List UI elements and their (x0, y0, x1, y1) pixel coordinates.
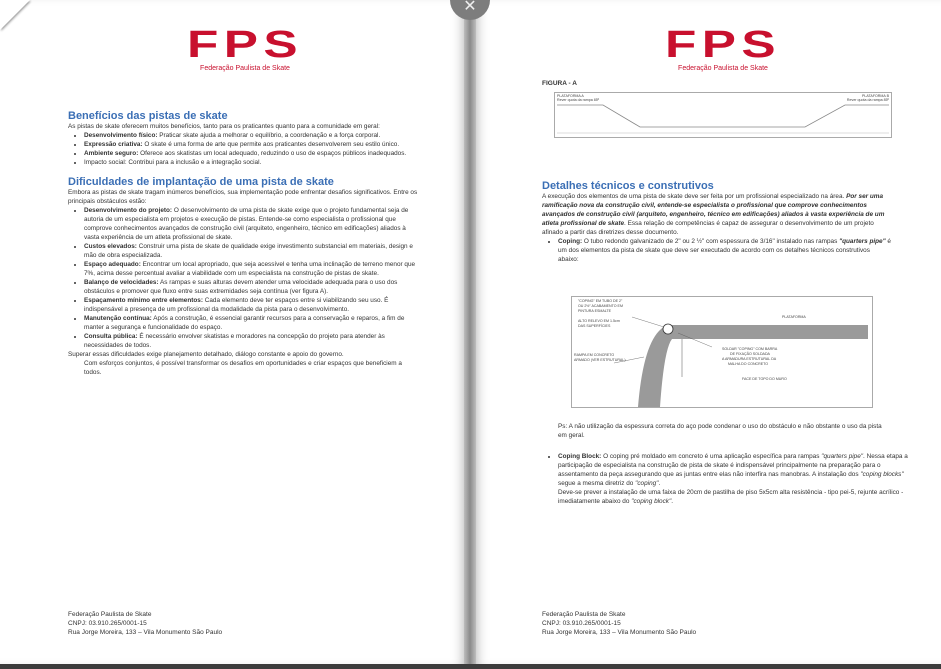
list-item: • Desenvolvimento do projeto: O desenvolvimento de uma pista de skate exige que o projeto fundamental seja de autoria de um especialista em projetos e execução de pistas. Entende-se como especialista o profissional que comprove conhecimentos avançados de construção civil (arquiteto, engenheiro, técnico em edificações) aliados à vasta experiência de um atleta profissional de skate. (84, 206, 418, 242)
detail-label: OU 2½" ACABAMENTO EM (578, 304, 623, 308)
viewer-bottom-bar (0, 664, 941, 669)
logo-subtitle: Federação Paulista de Skate (678, 65, 768, 72)
list-item: • Espaçamento mínimo entre elementos: Cada elemento deve ter espaços entre si viabilizando seu uso. É indispensável a presença de um profissional da modalidade da pista para o desenvolvimento. (84, 296, 418, 314)
detail-label: FACE DE TOPO DO MURO (742, 377, 787, 381)
detail-label: DE FIXAÇÃO SOLDADA (730, 352, 770, 356)
ramp-profile-drawing (555, 93, 891, 137)
detail-label: ALTO RELEVO EM 1.5cm (578, 319, 620, 323)
logo-mark: FPS (187, 24, 303, 66)
left-page (0, 0, 464, 664)
detail-label: PLATAFORMA (782, 315, 806, 319)
section-title-technical: Detalhes técnicos e construtivos (542, 180, 714, 192)
close-icon: ✕ (463, 0, 477, 15)
list-item: • Desenvolvimento físico: Praticar skate ajuda a melhorar o equilíbrio, a coordenação e a força corporal. (84, 131, 418, 140)
detail-label: PINTURA ESMALTE (578, 309, 612, 313)
figure-note-left: PLATAFORMA A (557, 94, 584, 98)
figure-a-label: FIGURA - A (542, 80, 577, 87)
benefits-list (68, 131, 418, 167)
list-item: • Coping Block: O coping pré moldado em concreto é uma aplicação específica para rampas "quarters pipe". Nessa etapa a participação de especialista na construção de pista de skate é indispensável principalmente na preparação para o assentamento da peça assegurando que as juntas entre elas não interfira nas manobras. A instalação dos "coping blocks" segue a mesma diretriz do "coping". Deve-se prever a instalação de uma faixa de 20cm de pastilha de piso 5x5cm alta resistência - tipo pei-5, rejunte acrílico - imediatamente abaixo do "coping block". (558, 452, 908, 506)
right-footer (542, 610, 696, 637)
figure-note-right-2: Rever quota da rampa 85º (846, 98, 889, 102)
closing-line-2: Com esforços conjuntos, é possível transformar os desafios em oportunidades e criar espaços que beneficiem a todos. (84, 360, 402, 376)
page-gutter (464, 0, 476, 664)
logo-subtitle: Federação Paulista de Skate (200, 65, 290, 72)
page-curl-icon[interactable] (0, 0, 30, 30)
list-item: • Espaço adequado: Encontrar um local apropriado, que seja acessível e tenha uma inclinação de terreno menor que 7%, acima desse percentual avaliar a viabilidade com um especialista na construção de pistas de skate. (84, 260, 418, 278)
detail-label: A ARMADURA ESTRUTURAL DA (722, 357, 777, 361)
fps-logo (648, 26, 798, 72)
footer-org: Federação Paulista de Skate (542, 611, 626, 618)
figure-a-diagram (554, 92, 892, 138)
logo-mark: FPS (665, 24, 781, 66)
detail-label: MALHA DO CONCRETO (728, 362, 769, 366)
section-title-difficulties: Dificuldades de implantação de uma pista de skate (68, 176, 334, 188)
list-item: • Expressão criativa: O skate é uma forma de arte que permite aos praticantes desenvolverem seu estilo único. (84, 140, 418, 149)
detail-label: DAS SUPERFÍCIES (578, 324, 611, 328)
list-item: • Coping: O tubo redondo galvanizado de 2" ou 2 ½" com espessura de 3/16" instalado nas rampas "quarters pipe" é um dos elementos da pista de skate que deve ser executado de acordo com os detalhes técnicos construtivos abaixo: (558, 237, 892, 264)
ps-note: Ps: A não utilização da espessura correta do aço pode condenar o uso do obstáculo e não obstante o uso da pista em geral. (558, 423, 882, 439)
footer-address: Rua Jorge Moreira, 133 – Vila Monumento São Paulo (542, 629, 697, 636)
fps-logo (170, 26, 320, 72)
benefits-intro: As pistas de skate oferecem muitos benefícios, tanto para os praticantes quanto para a comunidade em geral: (68, 123, 380, 130)
footer-cnpj: CNPJ: 03.910.265/0001-15 (542, 620, 621, 627)
list-item: • Impacto social: Contribui para a inclusão e a integração social. (84, 158, 418, 167)
footer-org: Federação Paulista de Skate (68, 611, 152, 618)
coping-block-list (542, 452, 908, 506)
footer-cnpj: CNPJ: 03.910.265/0001-15 (68, 620, 147, 627)
figure-note-left-2: Rever quota da rampa 85º (557, 98, 600, 102)
coping-section-svg (572, 297, 872, 407)
list-item: • Custos elevados: Construir uma pista de skate de qualidade exige investimento substancial em materiais, design e mão de obra especializada. (84, 242, 418, 260)
list-item: • Manutenção contínua: Após a construção, é essencial garantir recursos para a conservação e reparos, a fim de manter a segurança e funcionalidade do espaço. (84, 314, 418, 332)
detail-label: RAMPA EM CONCRETO (574, 353, 615, 357)
difficulties-intro: Embora as pistas de skate tragam inúmeros benefícios, sua implementação pode enfrentar desafios significativos. Entre os principais obstáculos estão: (68, 189, 418, 205)
list-item: • Consulta pública: É necessário envolver skatistas e moradores na concepção do projeto para atender às necessidades de todos. (84, 332, 418, 350)
difficulties-list (68, 206, 418, 350)
list-item: • Ambiente seguro: Oferece aos skatistas um local adequado, reduzindo o uso de espaços públicos inadequados. (84, 149, 418, 158)
closing-line-1: Superar essas dificuldades exige planejamento detalhado, diálogo constante e apoio do governo. (68, 351, 344, 358)
figure-note-right: PLATAFORMA B (861, 94, 889, 98)
coping-list (542, 237, 892, 264)
technical-paragraph: A execução dos elementos de uma pista de skate deve ser feita por um profissional especializado na área. Por ser uma ramificação nova da construção civil, entende-se especialista o profissional que comprove conhecimentos avançados de construção civil (arquiteto, engenheiro, técnico em edificações) aliados à vasta experiência de um atleta profissional de skate. Essa relação de competências é capaz de assegurar o desenvolvimento de um projeto afinado a partir das diretrizes desse documento. (542, 193, 885, 236)
detail-label: "COPING" EM TUBO DE 2" (578, 299, 623, 303)
left-content (68, 110, 418, 377)
section-title-benefits: Benefícios das pistas de skate (68, 110, 228, 122)
left-footer (68, 610, 222, 637)
list-item: • Balanço de velocidades: As rampas e suas alturas devem atender uma velocidade adequada para o uso dos obstáculos e promover que fluxo entre suas extremidades seja contínua (ver figura A). (84, 278, 418, 296)
right-content (542, 180, 892, 264)
footer-address: Rua Jorge Moreira, 133 – Vila Monumento São Paulo (68, 629, 223, 636)
detail-label: ARMADO (VER ESTRUTURAL) (574, 358, 626, 362)
coping-detail-drawing (571, 296, 873, 408)
right-page (476, 0, 941, 664)
detail-label: SOLDAR "COPING" COM BARRA (722, 347, 778, 351)
